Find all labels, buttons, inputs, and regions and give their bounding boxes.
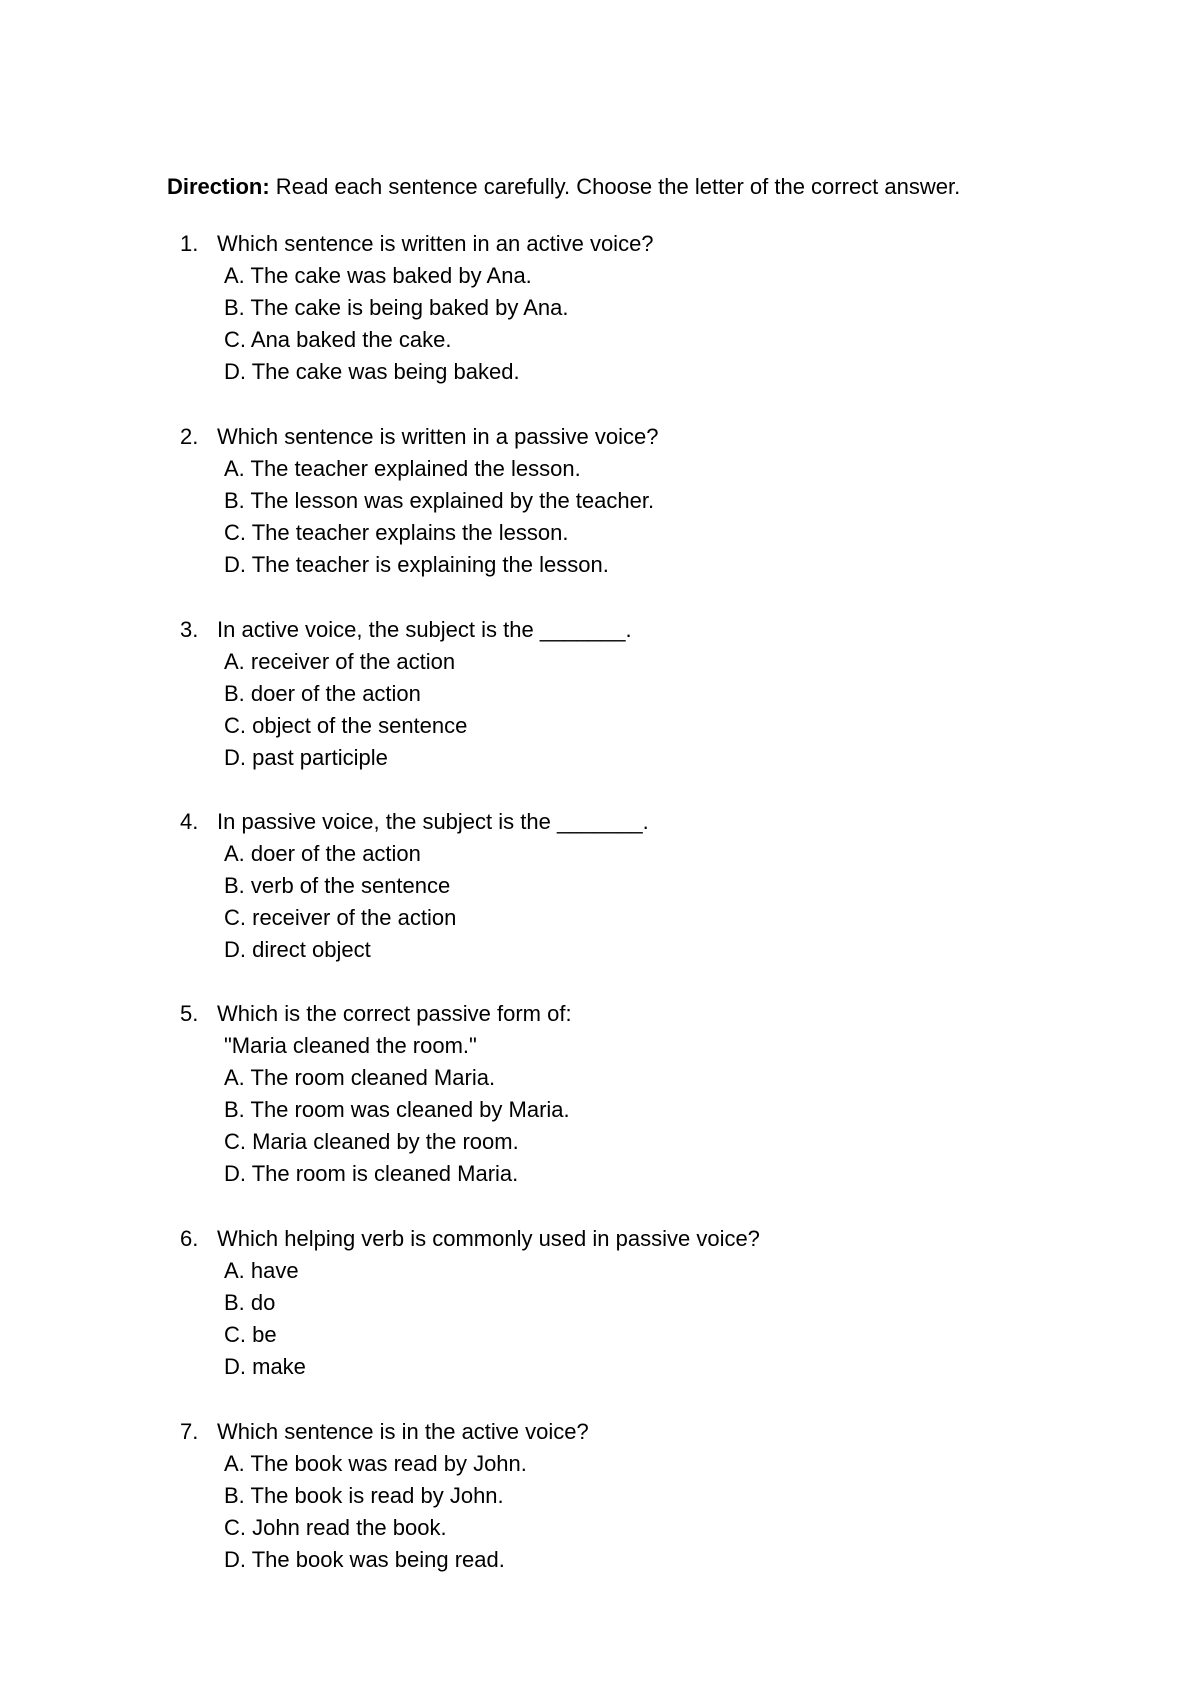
question-number: 5. <box>180 1001 199 1026</box>
choice-a: A. The book was read by John. <box>224 1451 527 1476</box>
question-text: Which sentence is written in a passive voice? <box>217 424 659 449</box>
choice-c: C. receiver of the action <box>224 905 457 930</box>
question-number: 7. <box>180 1419 199 1444</box>
choice-d: D. The cake was being baked. <box>224 359 520 384</box>
choice-b: B. The room was cleaned by Maria. <box>224 1097 570 1122</box>
choice-a: A. doer of the action <box>224 841 421 866</box>
choice-b: B. doer of the action <box>224 681 421 706</box>
choice-d: D. The book was being read. <box>224 1547 505 1572</box>
question-quote: "Maria cleaned the room." <box>224 1033 477 1058</box>
choice-a: A. The cake was baked by Ana. <box>224 263 532 288</box>
question-text: In active voice, the subject is the _______. <box>217 617 632 642</box>
choice-d: D. The room is cleaned Maria. <box>224 1161 519 1186</box>
choice-b: B. do <box>224 1290 276 1315</box>
choice-b: B. The lesson was explained by the teacher. <box>224 488 655 513</box>
choice-c: C. The teacher explains the lesson. <box>224 520 569 545</box>
choice-c: C. Maria cleaned by the room. <box>224 1129 519 1154</box>
direction-label: Direction: <box>167 174 270 199</box>
choice-c: C. object of the sentence <box>224 713 468 738</box>
question-number: 4. <box>180 809 199 834</box>
question-text: Which sentence is in the active voice? <box>217 1419 589 1444</box>
question-number: 3. <box>180 617 199 642</box>
direction-text: Read each sentence carefully. Choose the letter of the correct answer. <box>269 174 961 199</box>
question-text: Which helping verb is commonly used in passive voice? <box>217 1226 760 1251</box>
choice-b: B. The cake is being baked by Ana. <box>224 295 569 320</box>
choice-d: D. past participle <box>224 745 388 770</box>
choice-d: D. The teacher is explaining the lesson. <box>224 552 609 577</box>
choice-a: A. The teacher explained the lesson. <box>224 456 581 481</box>
choice-b: B. verb of the sentence <box>224 873 451 898</box>
question-text: Which is the correct passive form of: <box>217 1001 572 1026</box>
question-number: 6. <box>180 1226 199 1251</box>
choice-b: B. The book is read by John. <box>224 1483 504 1508</box>
question-text: Which sentence is written in an active voice? <box>217 231 654 256</box>
choice-a: A. have <box>224 1258 299 1283</box>
question-text: In passive voice, the subject is the _______. <box>217 809 649 834</box>
choice-d: D. make <box>224 1354 306 1379</box>
choice-c: C. John read the book. <box>224 1515 447 1540</box>
question-number: 1. <box>180 231 199 256</box>
choice-a: A. receiver of the action <box>224 649 456 674</box>
choice-d: D. direct object <box>224 937 371 962</box>
choice-c: C. Ana baked the cake. <box>224 327 452 352</box>
question-number: 2. <box>180 424 199 449</box>
choice-c: C. be <box>224 1322 277 1347</box>
choice-a: A. The room cleaned Maria. <box>224 1065 496 1090</box>
